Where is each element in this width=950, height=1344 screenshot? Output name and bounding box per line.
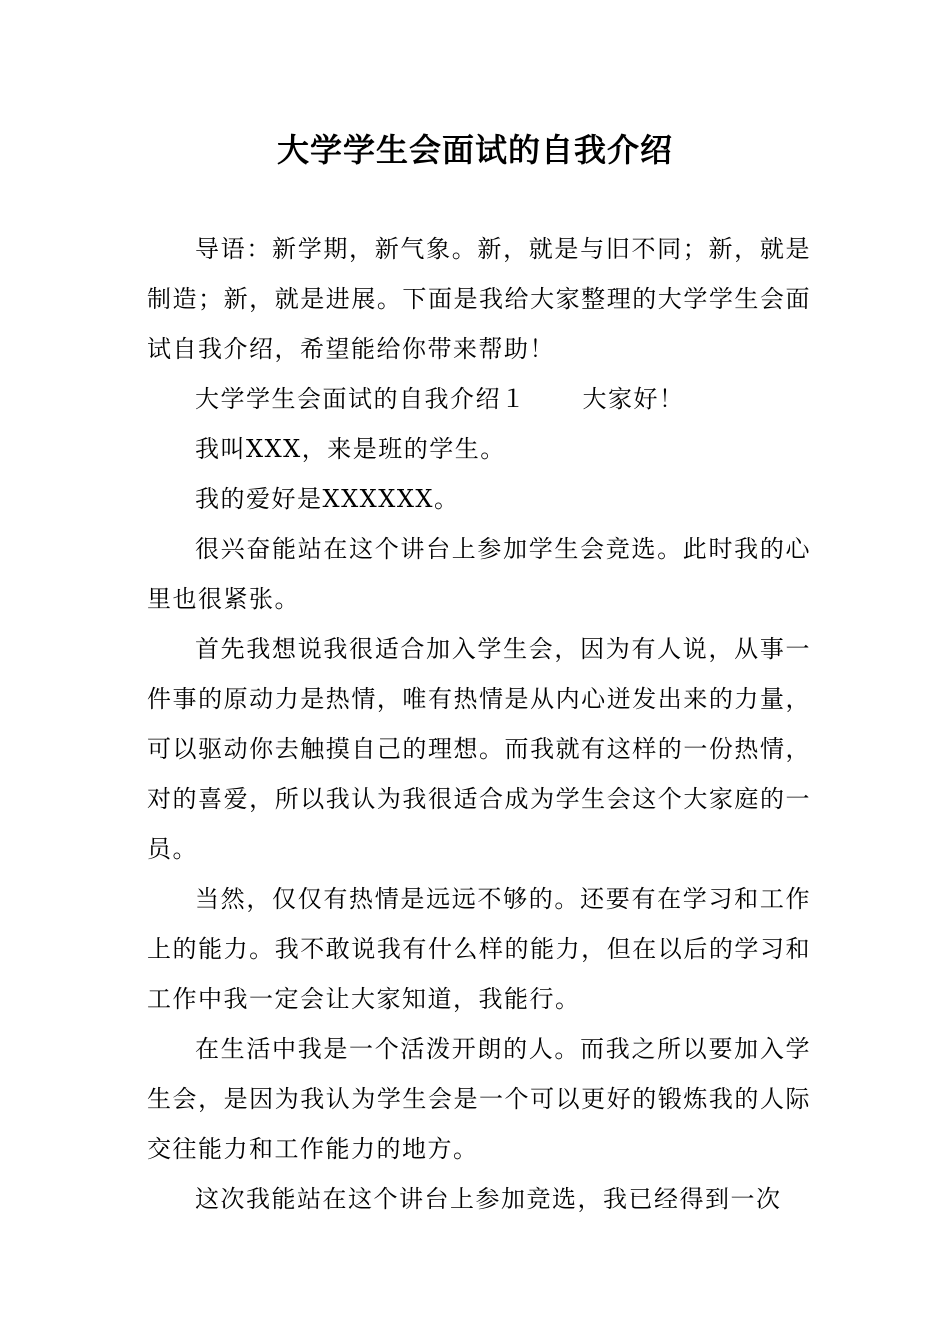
paragraph-hobby: 我的爱好是XXXXXX。 (195, 485, 460, 513)
section-heading: 大学学生会面试的自我介绍１ (195, 385, 527, 413)
paragraph-excited: 很兴奋能站在这个讲台上参加学生会竞选。此时我的心里也很紧张。 (147, 535, 811, 613)
greeting: 大家好！ (582, 385, 685, 413)
paragraph-closing: 这次我能站在这个讲台上参加竞选，我已经得到一次 (195, 1185, 782, 1213)
document-title: 大学学生会面试的自我介绍 (276, 131, 673, 169)
paragraph-name: 我叫XXX，来是班的学生。 (195, 435, 506, 463)
document-body (147, 224, 811, 1224)
paragraph-passion: 首先我想说我很适合加入学生会，因为有人说，从事一件事的原动力是热情，唯有热情是从内心迸发出来的力量，可以驱动你去触摸自己的理想。而我就有这样的一份热情，对的喜爱，所以我认为我很适合成为学生会这个大家庭的一员。 (147, 635, 811, 863)
paragraph-ability: 当然，仅仅有热情是远远不够的。还要有在学习和工作上的能力。我不敢说我有什么样的能力，但在以后的学习和工作中我一定会让大家知道，我能行。 (147, 885, 811, 1013)
paragraph-personality: 在生活中我是一个活泼开朗的人。而我之所以要加入学生会，是因为我认为学生会是一个可以更好的锻炼我的人际交往能力和工作能力的地方。 (147, 1035, 811, 1163)
section-heading-line (147, 374, 811, 424)
intro-paragraph: 导语：新学期，新气象。新，就是与旧不同；新，就是制造；新，就是进展。下面是我给大家整理的大学学生会面试自我介绍，希望能给你带来帮助！ (147, 235, 811, 363)
